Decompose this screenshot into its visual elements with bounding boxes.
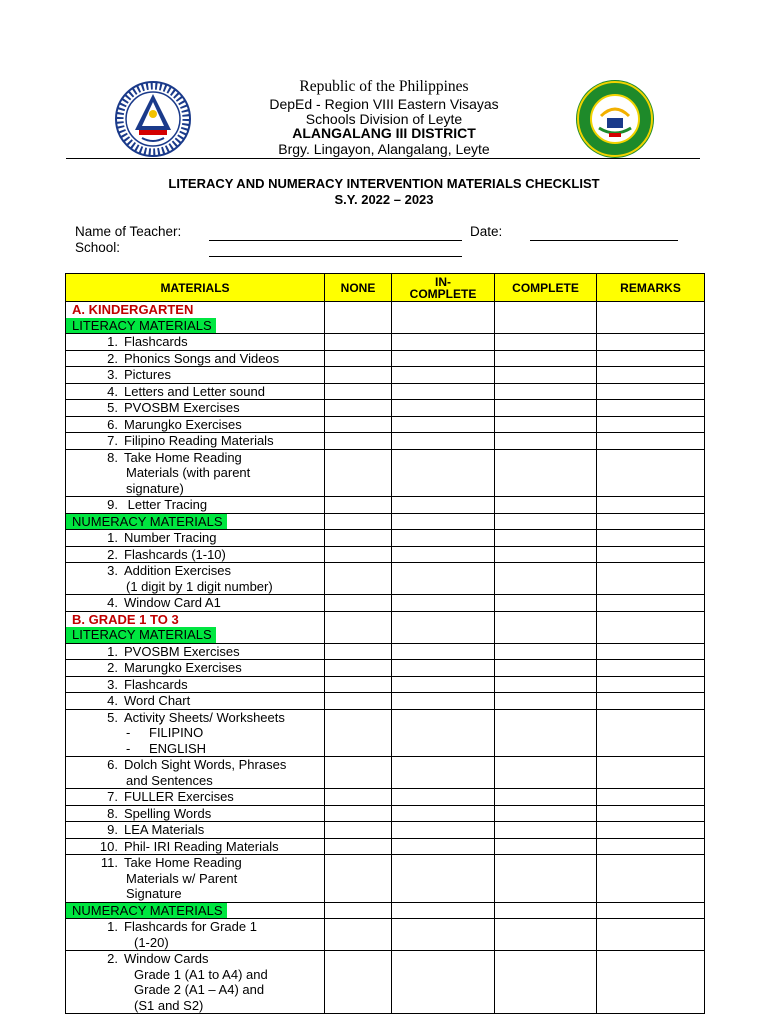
none-cell[interactable] (325, 855, 392, 903)
col-materials: MATERIALS (66, 274, 325, 302)
item-text-cont: and Sentences (126, 772, 213, 788)
teacher-label: Name of Teacher: (75, 224, 182, 239)
table-row (66, 789, 705, 806)
item-number: 2. (107, 350, 118, 366)
complete-cell[interactable] (495, 400, 597, 417)
section-kindergarten: A. KINDERGARTEN (72, 302, 194, 317)
subsection-literacy: LITERACY MATERIALS (66, 627, 216, 643)
item-text: Flashcards (1-10) (124, 546, 226, 562)
item-number: 4. (107, 693, 118, 708)
incomplete-cell[interactable] (392, 709, 495, 757)
item-number: 1. (107, 530, 118, 545)
item-text: Flashcards (124, 334, 188, 349)
item-subitem: FILIPINO (149, 725, 204, 740)
none-cell[interactable] (325, 563, 392, 595)
col-none: NONE (325, 274, 392, 302)
incomplete-cell[interactable] (392, 595, 495, 612)
none-cell[interactable] (325, 676, 392, 693)
remarks-cell[interactable] (597, 757, 705, 789)
remarks-cell[interactable] (597, 302, 705, 334)
item-number: 2. (107, 660, 118, 675)
item-number: 6. (107, 416, 118, 432)
item-number: 7. (107, 789, 118, 804)
complete-cell[interactable] (495, 563, 597, 595)
table-row (66, 951, 705, 1014)
item-text-cont: Signature (126, 886, 182, 901)
item-text: PVOSBM Exercises (124, 400, 240, 415)
item-number: 1. (107, 334, 118, 349)
subsection-numeracy: NUMERACY MATERIALS (66, 514, 227, 530)
table-row (66, 433, 705, 450)
item-text: Activity Sheets/ Worksheets (124, 709, 285, 725)
section-grade-1-to-3: B. GRADE 1 TO 3 (72, 611, 179, 627)
incomplete-cell[interactable] (392, 611, 495, 643)
materials-checklist-table (65, 273, 705, 1014)
complete-cell[interactable] (495, 302, 597, 334)
complete-cell[interactable] (495, 822, 597, 839)
table-row (66, 513, 705, 530)
table-row (66, 902, 705, 919)
none-cell[interactable] (325, 302, 392, 334)
table-row (66, 805, 705, 822)
item-text: Marungko Exercises (124, 660, 242, 675)
school-label: School: (75, 240, 121, 255)
complete-cell[interactable] (495, 789, 597, 806)
item-number: 4. (107, 383, 118, 399)
table-row (66, 416, 705, 433)
complete-cell[interactable] (495, 449, 597, 497)
none-cell[interactable] (325, 757, 392, 789)
header-division: Schools Division of Leyte (305, 111, 463, 127)
school-year: S.Y. 2022 – 2023 (334, 192, 434, 207)
none-cell[interactable] (325, 660, 392, 677)
remarks-cell[interactable] (597, 563, 705, 595)
table-row (66, 302, 705, 334)
item-text: Phil- IRI Reading Materials (124, 838, 279, 854)
incomplete-cell[interactable] (392, 838, 495, 855)
item-text: Number Tracing (124, 530, 217, 545)
col-incomplete-l2: COMPLETE (409, 286, 477, 301)
item-number: 4. (107, 595, 118, 610)
item-text: Dolch Sight Words, Phrases (124, 757, 287, 772)
remarks-cell[interactable] (597, 693, 705, 710)
none-cell[interactable] (325, 709, 392, 757)
table-row (66, 383, 705, 400)
complete-cell[interactable] (495, 805, 597, 822)
none-cell[interactable] (325, 838, 392, 855)
document-title: LITERACY AND NUMERACY INTERVENTION MATERIALS CHECKLIST (168, 176, 600, 191)
item-text-cont: Grade 1 (A1 to A4) and (134, 966, 268, 982)
remarks-cell[interactable] (597, 676, 705, 693)
remarks-cell[interactable] (597, 660, 705, 677)
complete-cell[interactable] (495, 334, 597, 351)
item-text: Pictures (124, 367, 171, 382)
complete-cell[interactable] (495, 643, 597, 660)
remarks-cell[interactable] (597, 400, 705, 417)
none-cell[interactable] (325, 611, 392, 643)
item-number: 8. (107, 805, 118, 821)
table-row (66, 530, 705, 547)
table-row (66, 546, 705, 563)
table-row (66, 660, 705, 677)
complete-cell[interactable] (495, 757, 597, 789)
remarks-cell[interactable] (597, 838, 705, 855)
item-number: 2. (107, 546, 118, 562)
complete-cell[interactable] (495, 367, 597, 384)
remarks-cell[interactable] (597, 416, 705, 433)
item-number: 9. (107, 497, 118, 512)
item-number: 2. (107, 951, 118, 966)
item-text-cont: (S1 and S2) (134, 997, 204, 1013)
none-cell[interactable] (325, 595, 392, 612)
complete-cell[interactable] (495, 497, 597, 514)
complete-cell[interactable] (495, 433, 597, 450)
remarks-cell[interactable] (597, 595, 705, 612)
table-row (66, 822, 705, 839)
none-cell[interactable] (325, 919, 392, 951)
table-row (66, 855, 705, 903)
none-cell[interactable] (325, 449, 392, 497)
complete-cell[interactable] (495, 902, 597, 919)
dash-marker: - (126, 740, 131, 756)
table-row (66, 919, 705, 951)
item-text-cont: (1 digit by 1 digit number) (126, 578, 273, 594)
complete-cell[interactable] (495, 709, 597, 757)
incomplete-cell[interactable] (392, 302, 495, 334)
date-label: Date: (470, 224, 503, 239)
item-text: Filipino Reading Materials (124, 433, 274, 448)
remarks-cell[interactable] (597, 546, 705, 563)
item-text: Word Chart (124, 693, 191, 708)
item-number: 3. (107, 367, 118, 382)
col-remarks: REMARKS (597, 274, 705, 302)
complete-cell[interactable] (495, 660, 597, 677)
none-cell[interactable] (325, 822, 392, 839)
complete-cell[interactable] (495, 855, 597, 903)
remarks-cell[interactable] (597, 367, 705, 384)
none-cell[interactable] (325, 400, 392, 417)
item-text-cont: signature) (126, 480, 184, 496)
remarks-cell[interactable] (597, 709, 705, 757)
incomplete-cell[interactable] (392, 855, 495, 903)
remarks-cell[interactable] (597, 383, 705, 400)
item-text: Phonics Songs and Videos (124, 350, 280, 366)
remarks-cell[interactable] (597, 530, 705, 547)
complete-cell[interactable] (495, 513, 597, 530)
item-text: FULLER Exercises (124, 789, 234, 804)
item-text: Window Card A1 (124, 595, 221, 610)
school-field[interactable] (209, 256, 462, 257)
remarks-cell[interactable] (597, 822, 705, 839)
table-row (66, 563, 705, 595)
incomplete-cell[interactable] (392, 693, 495, 710)
item-text-cont: Materials w/ Parent (126, 870, 238, 886)
item-number: 3. (107, 676, 118, 692)
remarks-cell[interactable] (597, 449, 705, 497)
complete-cell[interactable] (495, 546, 597, 563)
none-cell[interactable] (325, 350, 392, 367)
item-text: Marungko Exercises (124, 416, 242, 432)
item-number: 1. (107, 643, 118, 659)
table-row (66, 676, 705, 693)
item-text-cont: Materials (with parent (126, 465, 251, 480)
complete-cell[interactable] (495, 383, 597, 400)
table-row (66, 693, 705, 710)
item-number: 6. (107, 757, 118, 772)
incomplete-cell[interactable] (392, 513, 495, 530)
remarks-cell[interactable] (597, 350, 705, 367)
incomplete-cell[interactable] (392, 643, 495, 660)
incomplete-cell[interactable] (392, 919, 495, 951)
col-complete: COMPLETE (495, 274, 597, 302)
item-text: Letters and Letter sound (124, 383, 265, 399)
complete-cell[interactable] (495, 838, 597, 855)
complete-cell[interactable] (495, 416, 597, 433)
table-row (66, 400, 705, 417)
remarks-cell[interactable] (597, 855, 705, 903)
table-row (66, 334, 705, 351)
table-row (66, 449, 705, 497)
header-republic: Republic of the Philippines (299, 78, 469, 95)
complete-cell[interactable] (495, 595, 597, 612)
incomplete-cell[interactable] (392, 530, 495, 547)
incomplete-cell[interactable] (392, 416, 495, 433)
none-cell[interactable] (325, 334, 392, 351)
complete-cell[interactable] (495, 919, 597, 951)
table-row (66, 838, 705, 855)
item-text-cont: (1-20) (134, 934, 169, 950)
item-number: 8. (107, 449, 118, 465)
incomplete-cell[interactable] (392, 433, 495, 450)
item-number: 5. (107, 709, 118, 725)
incomplete-cell[interactable] (392, 449, 495, 497)
none-cell[interactable] (325, 416, 392, 433)
header-district: ALANGALANG III DISTRICT (292, 125, 476, 141)
subsection-literacy: LITERACY MATERIALS (66, 318, 216, 334)
complete-cell[interactable] (495, 693, 597, 710)
complete-cell[interactable] (495, 350, 597, 367)
remarks-cell[interactable] (597, 643, 705, 660)
dash-marker: - (126, 725, 131, 740)
table-row (66, 643, 705, 660)
table-row (66, 497, 705, 514)
incomplete-cell[interactable] (392, 676, 495, 693)
incomplete-cell[interactable] (392, 805, 495, 822)
remarks-cell[interactable] (597, 433, 705, 450)
item-number: 9. (107, 822, 118, 837)
complete-cell[interactable] (495, 530, 597, 547)
item-number: 11. (100, 855, 118, 870)
remarks-cell[interactable] (597, 611, 705, 643)
remarks-cell[interactable] (597, 334, 705, 351)
complete-cell[interactable] (495, 676, 597, 693)
remarks-cell[interactable] (597, 919, 705, 951)
none-cell[interactable] (325, 367, 392, 384)
remarks-cell[interactable] (597, 805, 705, 822)
table-row (66, 350, 705, 367)
none-cell[interactable] (325, 951, 392, 1014)
remarks-cell[interactable] (597, 951, 705, 1014)
header-address: Brgy. Lingayon, Alangalang, Leyte (278, 141, 490, 157)
incomplete-cell[interactable] (392, 383, 495, 400)
none-cell[interactable] (325, 530, 392, 547)
header-region: DepEd - Region VIII Eastern Visayas (269, 96, 499, 112)
incomplete-cell[interactable] (392, 757, 495, 789)
remarks-cell[interactable] (597, 497, 705, 514)
incomplete-cell[interactable] (392, 822, 495, 839)
none-cell[interactable] (325, 693, 392, 710)
none-cell[interactable] (325, 383, 392, 400)
date-field[interactable] (530, 240, 678, 241)
item-text: Spelling Words (124, 805, 212, 821)
table-row (66, 611, 705, 643)
complete-cell[interactable] (495, 951, 597, 1014)
col-incomplete-l1: IN- (435, 274, 451, 289)
remarks-cell[interactable] (597, 789, 705, 806)
col-incomplete (392, 274, 495, 302)
remarks-cell[interactable] (597, 902, 705, 919)
incomplete-cell[interactable] (392, 497, 495, 514)
none-cell[interactable] (325, 902, 392, 919)
incomplete-cell[interactable] (392, 546, 495, 563)
none-cell[interactable] (325, 805, 392, 822)
none-cell[interactable] (325, 643, 392, 660)
item-text: LEA Materials (124, 822, 205, 837)
incomplete-cell[interactable] (392, 334, 495, 351)
incomplete-cell[interactable] (392, 789, 495, 806)
document-header (0, 0, 768, 160)
item-text: Flashcards for Grade 1 (124, 919, 257, 934)
item-text: Take Home Reading (124, 855, 242, 870)
teacher-name-field[interactable] (209, 240, 462, 241)
item-number: 5. (107, 400, 118, 415)
incomplete-cell[interactable] (392, 902, 495, 919)
table-row (66, 709, 705, 757)
table-row (66, 757, 705, 789)
item-number: 1. (107, 919, 118, 934)
none-cell[interactable] (325, 513, 392, 530)
header-divider (66, 158, 700, 159)
item-text: Take Home Reading (124, 449, 242, 465)
item-number: 7. (107, 433, 118, 448)
table-row (66, 367, 705, 384)
complete-cell[interactable] (495, 611, 597, 643)
none-cell[interactable] (325, 497, 392, 514)
none-cell[interactable] (325, 546, 392, 563)
remarks-cell[interactable] (597, 513, 705, 530)
table-header-row (66, 274, 705, 302)
item-text: Addition Exercises (124, 563, 231, 578)
item-number: 3. (107, 563, 118, 578)
incomplete-cell[interactable] (392, 951, 495, 1014)
incomplete-cell[interactable] (392, 660, 495, 677)
item-subitem: ENGLISH (149, 740, 207, 756)
item-number: 10. (99, 838, 118, 854)
incomplete-cell[interactable] (392, 400, 495, 417)
item-text: Letter Tracing (124, 497, 208, 512)
incomplete-cell[interactable] (392, 350, 495, 367)
item-text-cont: Grade 2 (A1 – A4) and (134, 982, 265, 997)
item-text: Flashcards (124, 676, 188, 692)
item-text: Window Cards (124, 951, 209, 966)
none-cell[interactable] (325, 789, 392, 806)
table-row (66, 595, 705, 612)
subsection-numeracy: NUMERACY MATERIALS (66, 903, 227, 919)
none-cell[interactable] (325, 433, 392, 450)
incomplete-cell[interactable] (392, 367, 495, 384)
incomplete-cell[interactable] (392, 563, 495, 595)
item-text: PVOSBM Exercises (124, 643, 240, 659)
